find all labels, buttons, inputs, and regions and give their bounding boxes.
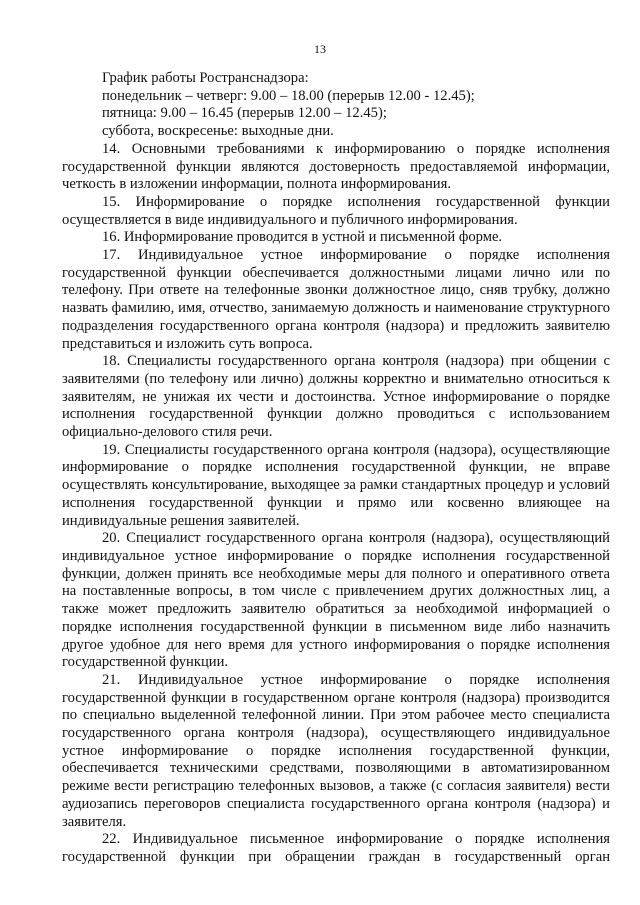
paragraph-22: 22. Индивидуальное письменное информирование о порядке исполнения государственной функции при обращении граждан в государственный орган [62,831,610,865]
paragraph-18: 18. Специалисты государственного органа контроля (надзора) при общении с заявителями (по телефону или лично) должны корректно и внимательно относиться к заявителям, не унижая их чести и достоинства. Устное информирование о порядке исполнения государственной функции должно проводиться с использованием официально-делового стиля речи. [62,353,610,441]
schedule-line-fri: пятница: 9.00 – 16.45 (перерыв 12.00 – 12.45); [102,105,387,122]
paragraph-19: 19. Специалисты государственного органа контроля (надзора), осуществляющие информирование о порядке исполнения государственной функции, не вправе осуществлять консультирование, выходящее за рамки стандартных процедур и условий исполнения государственной функции и прямо или косвенно влияющее на индивидуальные решения заявителей. [62,441,610,529]
schedule-heading: График работы Ространснадзора: [102,70,309,86]
paragraph-20: 20. Специалист государственного органа контроля (надзора), осуществляющий индивидуальное устное информирование о порядке исполнения государственной функции, должен принять все необходимые меры для полного и оперативного ответа на поставленные вопросы, в том числе с привлечением других должностных лиц, а также может предложить заявителю обратиться за необходимой информацией о порядке исполнения государственной функции в письменном виде либо назначить другое удобное для него время для устного информирования о порядке исполнения государственной функции. [62,530,610,671]
paragraph-15: 15. Информирование о порядке исполнения государственной функции осуществляется в виде индивидуального и публичного информирования. [62,193,610,228]
schedule-line-mon-thu: понедельник – четверг: 9.00 – 18.00 (перерыв 12.00 - 12.45); [102,87,475,104]
schedule-line-weekend: суббота, воскресенье: выходные дни. [102,123,334,140]
page-body [62,70,610,867]
paragraph-17: 17. Индивидуальное устное информирование о порядке исполнения государственной функции обеспечивается должностными лицами лично или по телефону. При ответе на телефонные звонки должностное лицо, сняв трубку, должно назвать фамилию, имя, отчество, занимаемую должность и наименование структурного подразделения государственного органа контроля (надзора) и предложить заявителю представиться и изложить суть вопроса. [62,247,610,352]
paragraph-14: 14. Основными требованиями к информированию о порядке исполнения государственной функции являются достоверность предоставляемой информации, четкость в изложении информации, полнота информирования. [62,140,610,193]
work-schedule [62,70,610,141]
paragraph-21: 21. Индивидуальное устное информирование о порядке исполнения государственной функции в государственном органе контроля (надзора) производится по специально выделенной телефонной линии. При этом рабочее место специалиста государственного органа контроля (надзора), осуществляющего индивидуальное устное информирование о порядке исполнения государственной функции, обеспечивается техническими средствами, позволяющими в автоматизированном режиме вести регистрацию телефонных вызовов, а также (с согласия заявителя) вести аудиозапись переговоров специалиста государственного органа контроля (надзора) и заявителя. [62,671,610,830]
paragraph-16: 16. Информирование проводится в устной и письменной форме. [102,229,503,246]
page-number: 13 [314,42,326,56]
